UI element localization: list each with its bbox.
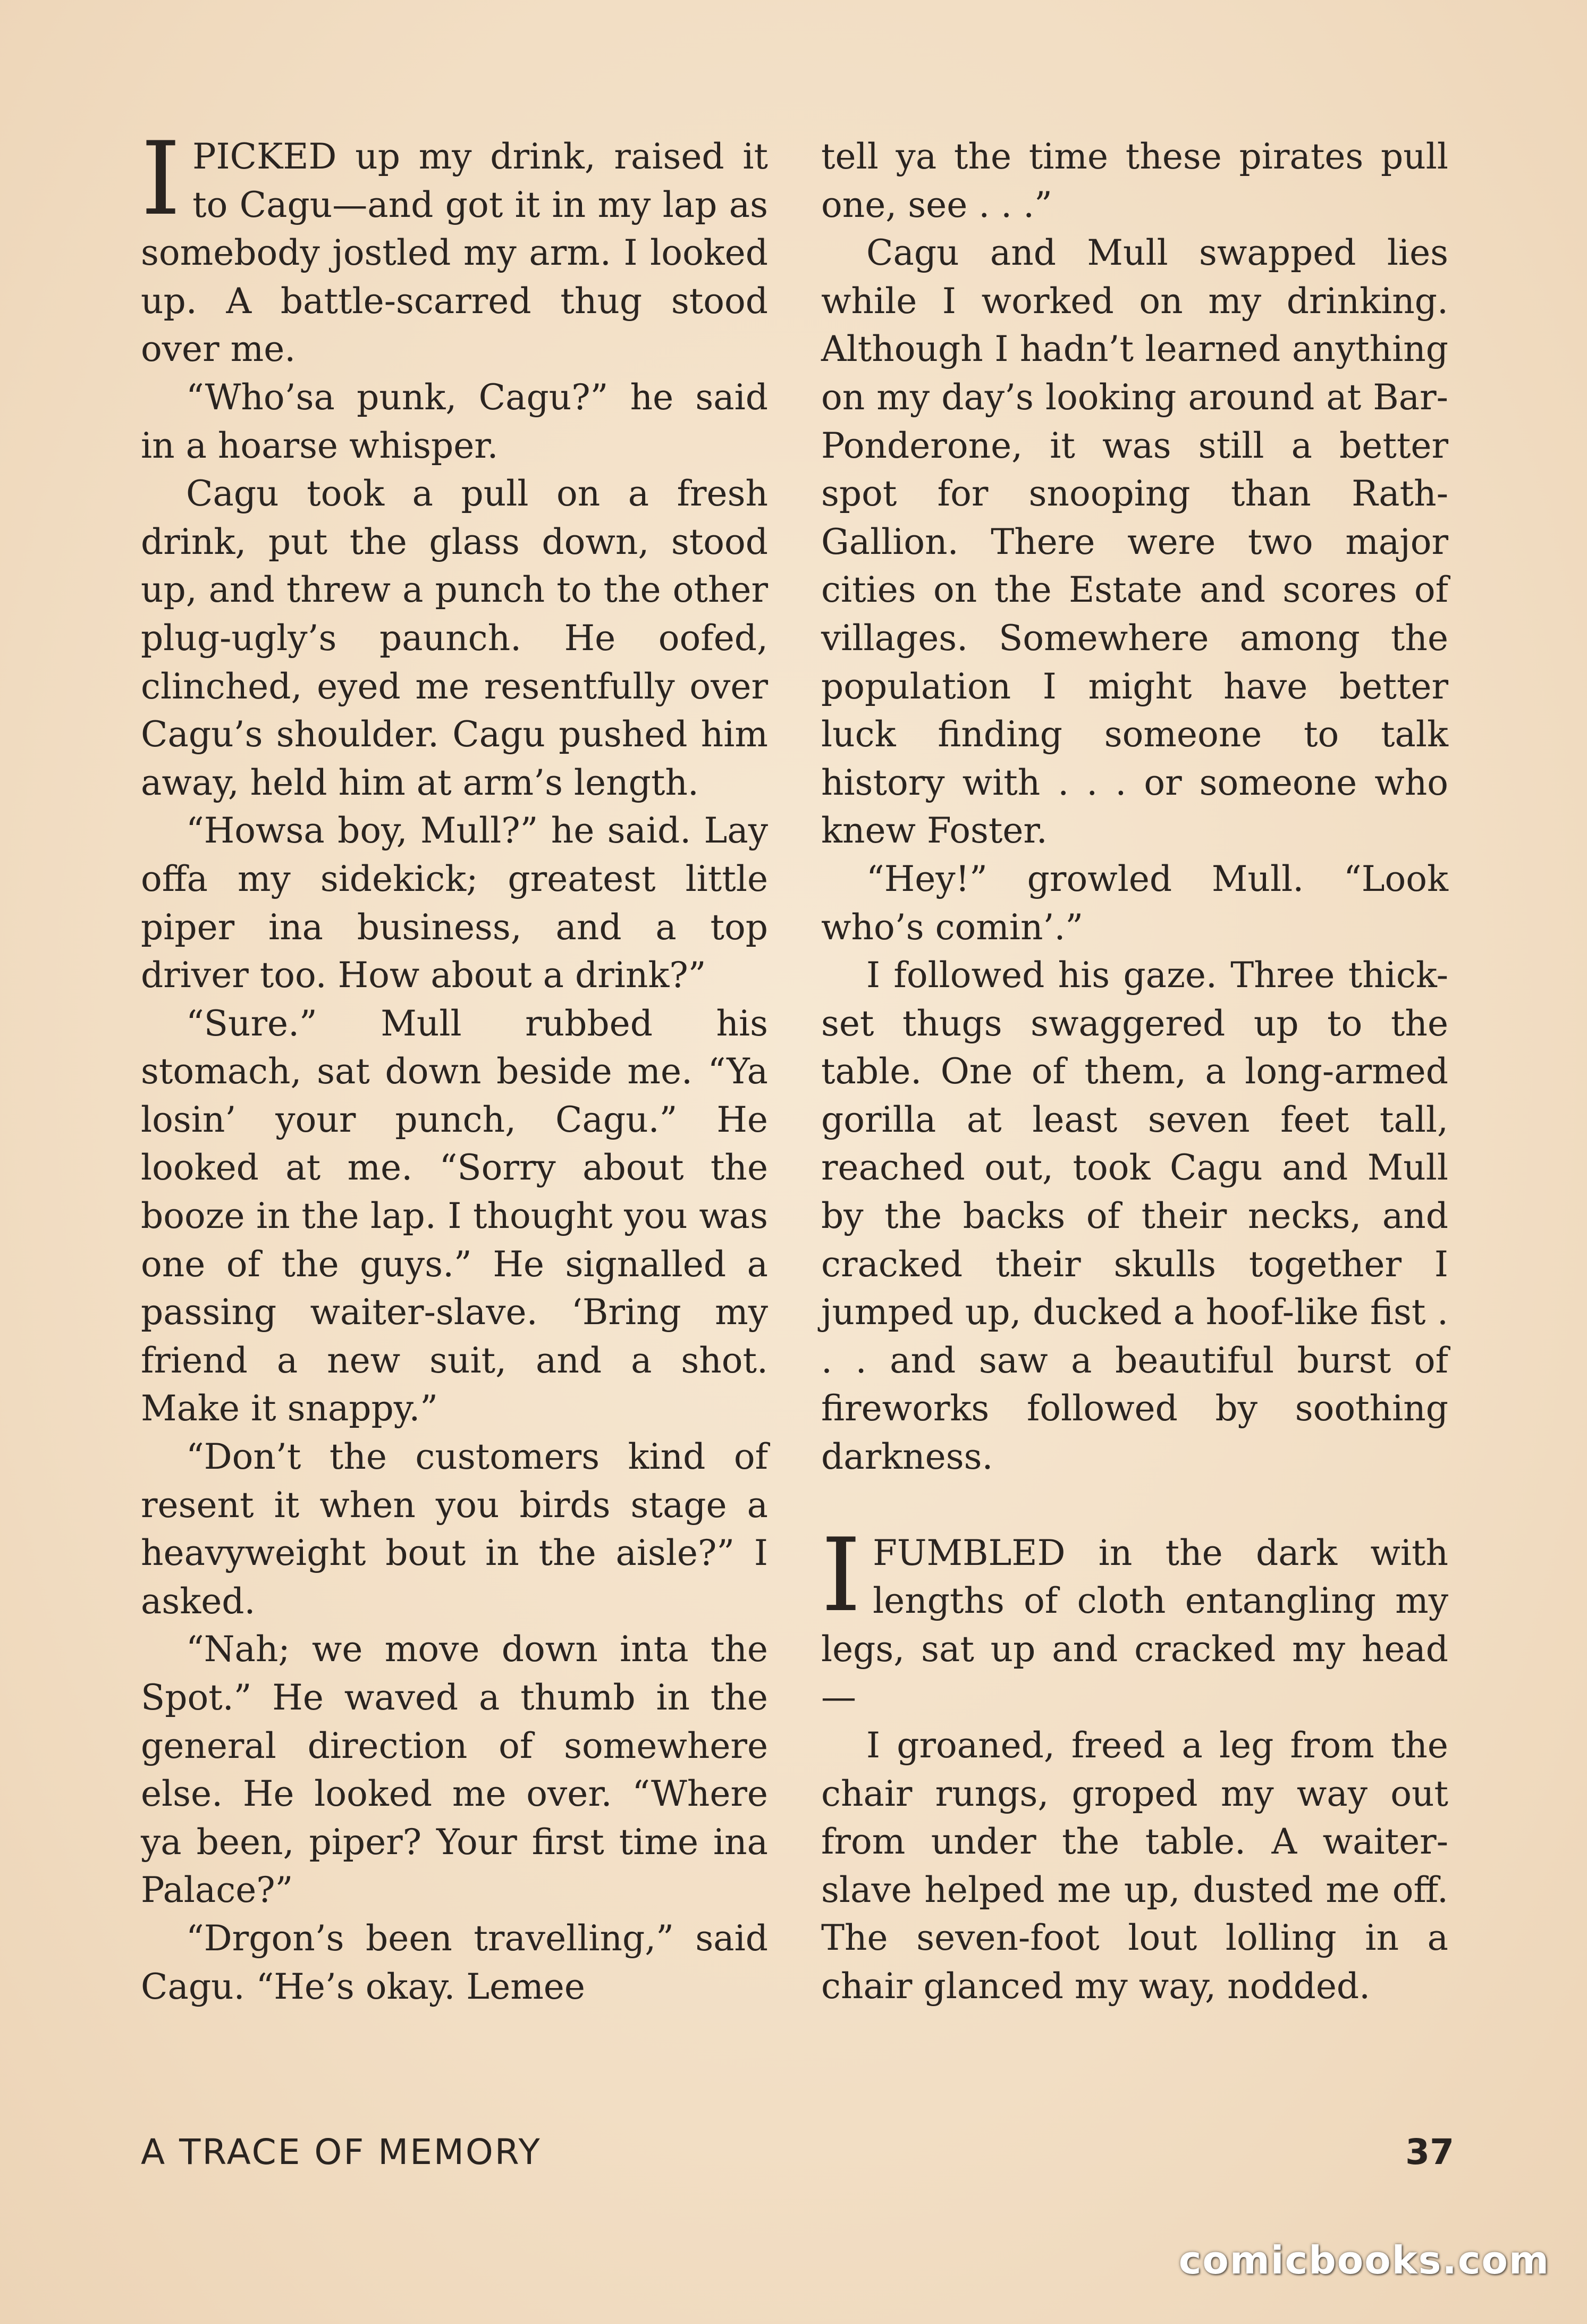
paragraph: “Drgon’s been travelling,” said Cagu. “He’s okay. Lemee [141,1917,768,2007]
section-break [821,1481,1448,1529]
paragraph: I groaned, freed a leg from the chair rungs, groped my way out from under the table. A waiter-slave helped me up, dusted me off. The seven-foot lout lolling in a chair glanced my way, nodded. [821,1725,1448,2007]
paragraph: “Hey!” growled Mull. “Look who’s comin’.” [821,858,1448,948]
drop-cap: I [141,120,181,238]
drop-cap: I [821,1516,862,1634]
paragraph-opening [141,120,768,374]
running-footer-title: A TRACE OF MEMORY [141,2132,542,2173]
paragraph: “Sure.” Mull rubbed his stomach, sat down beside me. “Ya losin’ your punch, Cagu.” He looked at me. “Sorry about the booze in the lap. I thought you was one of the guys.” He signalled a passing waiter-slave. ‘Bring my friend a new suit, and a shot. Make it snappy.” [141,1003,768,1429]
watermark: comicbooks.com [1178,2238,1550,2283]
paragraph-continued: tell ya the time these pirates pull one, see . . .” [821,136,1448,225]
paragraph: “Howsa boy, Mull?” he said. Lay offa my sidekick; greatest little piper ina business, and a top driver too. How about a drink?” [141,810,768,996]
paragraph: “Who’sa punk, Cagu?” he said in a hoarse whisper. [141,376,768,466]
paragraph: “Nah; we move down inta the Spot.” He waved a thumb in the general direction of somewhere else. He looked me over. “Where ya been, piper? Your first time ina Palace?” [141,1629,768,1911]
paragraph: Cagu and Mull swapped lies while I worked on my drinking. Although I hadn’t learned anything on my day’s looking around at Bar-Ponderone, it was still a better spot for snooping than Rath-Gallion. There were two major cities on the Estate and scores of villages. Somewhere among the population I might have better luck finding someone to talk history with . . . or someone who knew Foster. [821,232,1448,852]
paragraph-section-opening [821,1516,1448,1722]
page-number: 37 [1405,2132,1454,2173]
paragraph: Cagu took a pull on a fresh drink, put the glass down, stood up, and threw a punch to the other plug-ugly’s paunch. He oofed, clinched, eyed me resentfully over Cagu’s shoulder. Cagu pushed him away, held him at arm’s length. [141,473,768,803]
paragraph: I followed his gaze. Three thick-set thugs swaggered up to the table. One of them, a long-armed gorilla at least seven feet tall, reached out, took Cagu and Mull by the backs of their necks, and cracked their skulls together I jumped up, ducked a hoof-like fist . . . and saw a beautiful burst of fireworks followed by soothing darkness. [821,955,1448,1478]
text-column-left [141,120,768,2011]
paragraph-text: PICKED up my drink, raised it to Cagu—and got it in my lap as somebody jostled my arm. I looked up. A battle-scarred thug stood over me. [141,136,768,370]
paragraph: “Don’t the customers kind of resent it when you birds stage a heavyweight bout in the aisle?” I asked. [141,1436,768,1622]
text-column-right [821,133,1448,2011]
paragraph-text: FUMBLED in the dark with lengths of cloth entangling my legs, sat up and cracked my head— [821,1532,1448,1718]
